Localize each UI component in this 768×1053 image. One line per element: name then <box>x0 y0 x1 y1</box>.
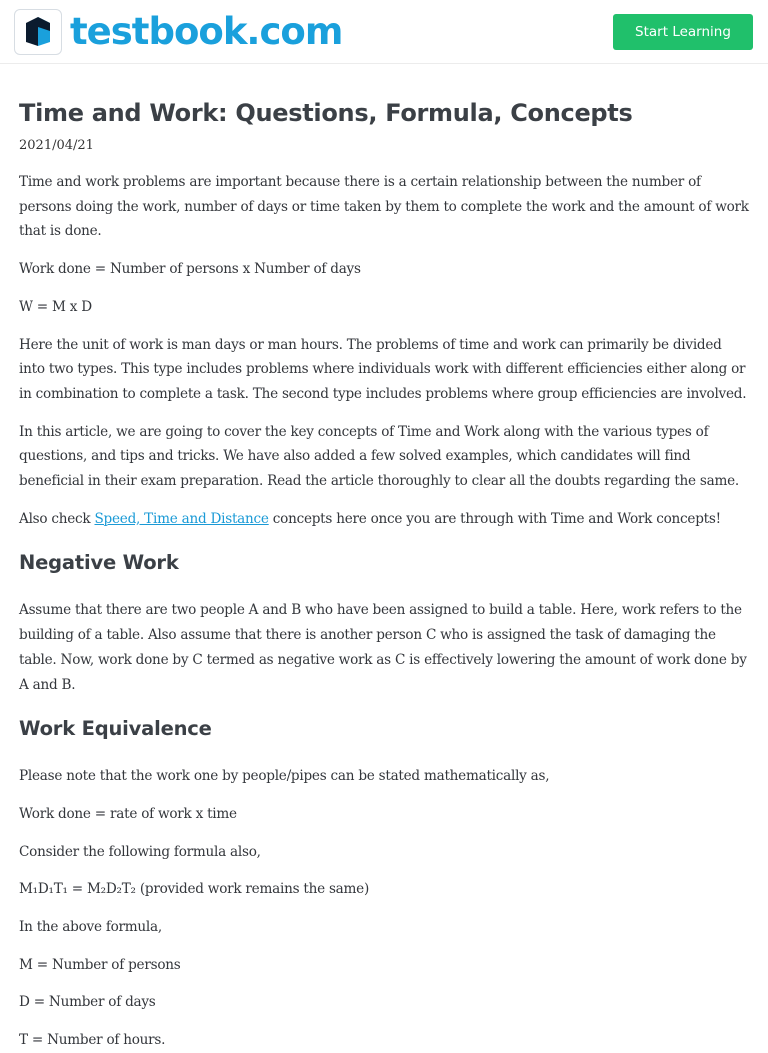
article-overview-paragraph: In this article, we are going to cover the key concepts of Time and Work along with the various types of questions, and tips and tricks. We have also added a few solved examples, which candidates will find beneficial in their exam preparation. Read the article thoroughly to clear all the doubts regarding the same. <box>19 423 740 490</box>
definition-m: M = Number of persons <box>19 956 181 973</box>
formula-work-done: Work done = Number of persons x Number of days <box>19 261 361 278</box>
testbook-logo-icon <box>14 9 62 55</box>
in-above-text: In the above formula, <box>19 919 162 936</box>
start-learning-button[interactable]: Start Learning <box>613 14 753 50</box>
consider-text: Consider the following formula also, <box>19 843 261 860</box>
formula-w-m-d: W = M x D <box>19 298 92 315</box>
also-check-prefix: Also check <box>19 510 95 527</box>
negative-work-paragraph: Assume that there are two people A and B who have been assigned to build a table. Here, work refers to the building of a table. Also assume that there is another person C who is assigned the task of damaging the table. Now, work done by C termed as negative work as C is effectively lowering the amount of work done by A and B. <box>19 602 747 693</box>
negative-work-heading: Negative Work <box>19 551 179 575</box>
intro-paragraph: Time and work problems are important because there is a certain relationship between the number of persons doing the work, number of days or time taken by them to complete the work and the amount of work that is done. <box>19 174 749 240</box>
site-logo[interactable] <box>14 9 342 55</box>
formula-mdt: M₁D₁T₁ = M₂D₂T₂ (provided work remains the same) <box>19 881 370 898</box>
publish-date: 2021/04/21 <box>19 138 94 153</box>
definition-t: T = Number of hours. <box>19 1032 166 1049</box>
work-equivalence-heading: Work Equivalence <box>19 717 212 741</box>
site-header <box>0 0 768 64</box>
units-paragraph: Here the unit of work is man days or man hours. The problems of time and work can primarily be divided into two types. This type includes problems where individuals work with different efficiencies either along or in combination to complete a task. The second type includes problems where group efficiencies are involved. <box>19 336 747 402</box>
article <box>19 96 751 1053</box>
definition-d: D = Number of days <box>19 994 156 1011</box>
page-title: Time and Work: Questions, Formula, Concepts <box>19 99 633 127</box>
logo-text: testbook.com <box>70 10 343 53</box>
equivalence-paragraph: Please note that the work one by people/pipes can be stated mathematically as, <box>19 768 550 785</box>
formula-rate-time: Work done = rate of work x time <box>19 805 237 822</box>
also-check-paragraph <box>19 507 751 532</box>
speed-time-distance-link[interactable]: Speed, Time and Distance <box>94 510 269 527</box>
also-check-suffix: concepts here once you are through with Time and Work concepts! <box>268 510 721 527</box>
